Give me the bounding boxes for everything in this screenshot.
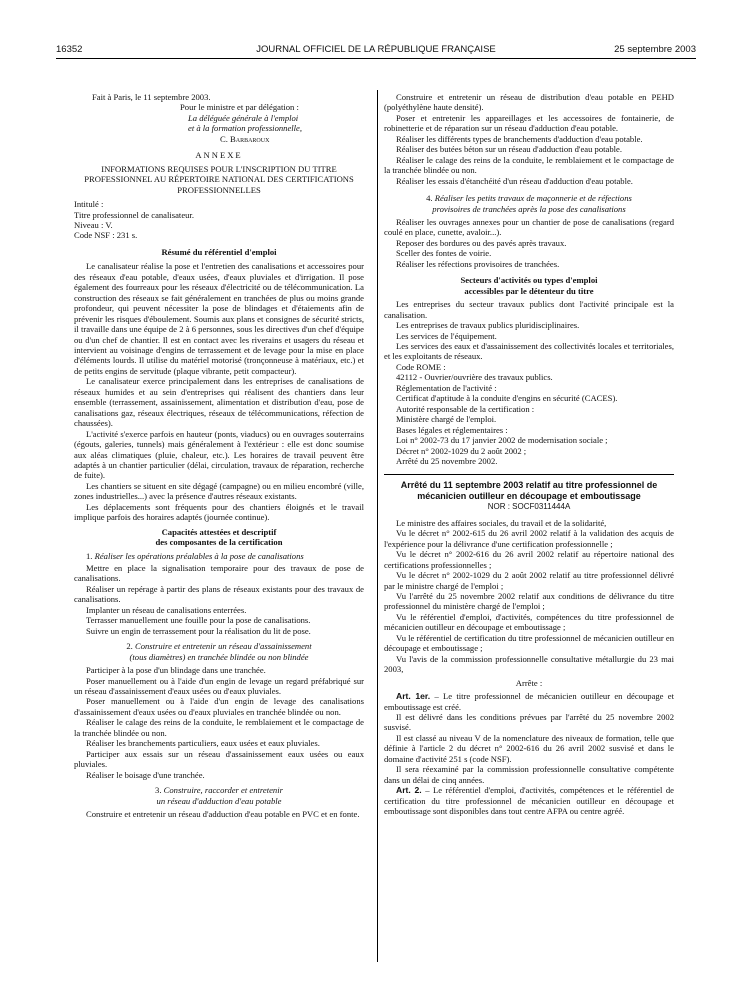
visa: Vu l'avis de la commission professionnelle consultative métallurgie du 23 mai 2003, <box>384 653 674 675</box>
issue-date: 25 septembre 2003 <box>614 44 696 55</box>
section-title: Construire, raccorder et entretenir <box>163 785 283 796</box>
section-title: Réaliser les opérations préalables à la pose de canalisations <box>94 550 304 561</box>
list-item: Les entreprises du secteur travaux publics dont l'activité principale est la canalisation. <box>384 299 674 320</box>
reglementation-label: Réglementation de l'activité : <box>396 382 497 393</box>
reglementation-value: Certificat d'aptitude à la conduite d'engins en sécurité (CACES). <box>396 393 618 404</box>
left-column <box>74 92 364 819</box>
list-item: Réaliser le calage des reins de la conduite, le remblaiement et le compactage de la tranchée blindée ou non. <box>384 154 674 176</box>
code-rome-label: Code ROME : <box>396 361 446 372</box>
page-number: 16352 <box>56 44 83 55</box>
section-number: 2. <box>126 641 133 652</box>
list-item: Poser manuellement ou à l'aide d'un engin de levage des canalisations d'assainissement d'eaux usées ou d'eaux pluviales en tranchée blindée ou non. <box>74 696 364 717</box>
list-item: Réaliser un repérage à partir des plans de réseaux existants pour des travaux de canalisations. <box>74 583 364 605</box>
list-item: Terrasser manuellement une fouille pour la pose de canalisations. <box>86 615 311 626</box>
list-item: Poser manuellement ou à l'aide d'un engin de levage un regard préfabriqué sur un réseau d'assainissement d'eaux usées ou d'eaux pluviales. <box>74 675 364 697</box>
list-item: Décret n° 2002-1029 du 2 août 2002 ; <box>396 445 527 456</box>
bases-label: Bases légales et réglementaires : <box>396 424 508 435</box>
list-item: Réaliser les réfections provisoires de tranchées. <box>396 258 560 269</box>
article-1 <box>384 691 674 712</box>
annexe-title: ANNEXE <box>195 150 243 161</box>
article-paragraph: Il est classé au niveau V de la nomenclature des niveaux de formation, telle que définie à l'article 2 du décret n° 2002-616 du 26 avril 2002 susvisé et dans le domaine d'activité 251 s (code NSF). <box>384 732 674 764</box>
autorite-label: Autorité responsable de la certification : <box>396 403 535 414</box>
nor-reference: NOR : SOCF0311444A <box>487 502 571 512</box>
list-item: Réaliser les branchements particuliers, eaux usées et eaux pluviales. <box>86 738 320 749</box>
intitule-value: Titre professionnel de canalisateur. <box>74 209 194 220</box>
list-item: Réaliser les ouvrages annexes pour un chantier de pose de canalisations (regard coulé en place, cunette, avaloir...). <box>384 216 674 238</box>
visa: Vu le référentiel d'emploi, d'activités, compétences du titre professionnel de mécanicien outilleur en découpage et emboutissage ; <box>384 611 674 633</box>
list-item: Suivre un engin de terrassement pour la réalisation du lit de pose. <box>86 625 311 636</box>
section-2-title <box>74 641 364 651</box>
resume-paragraph: L'activité s'exerce parfois en hauteur (ponts, viaducs) ou en ouvrages souterrains (égouts, galeries, tunnels) mais généralement à l'extérieur : elle est donc soumise aux aléas climatiques (pluie, chaleur, etc.). Les horaires de travail peuvent être adaptés à un chantier particulier (délai, circulation, travaux de réparation, recherche de fuite). <box>74 428 364 481</box>
visa: Vu le décret n° 2002-615 du 26 avril 2002 relatif à la validation des acquis de l'expérience pour la délivrance d'une certification professionnelle ; <box>384 528 674 549</box>
visa: Le ministre des affaires sociales, du travail et de la solidarité, <box>396 517 607 528</box>
visa: Vu le décret n° 2002-616 du 26 avril 2002 relatif au répertoire national des certifications professionnelles ; <box>384 549 674 570</box>
article-paragraph: Il est délivré dans les conditions prévues par l'arrêté du 25 novembre 2002 susvisé. <box>384 712 674 733</box>
list-item: Reposer des bordures ou des pavés après travaux. <box>396 237 567 248</box>
article-text: – Le référentiel d'emploi, d'activités, compétences et le référentiel de certification du titre professionnel de mécanicien outilleur en découpage et emboutissage sont disponibles dans tout centre AFPA ou centre agréé. <box>384 785 674 817</box>
list-item: Implanter un réseau de canalisations enterrées. <box>86 604 247 615</box>
list-item: Les services des eaux et d'assainissement des collectivités locales et territoriales, et les exploitants de réseaux. <box>384 340 674 362</box>
list-item: Mettre en place la signalisation temporaire pour des travaux de pose de canalisations. <box>74 563 364 584</box>
annexe-heading: INFORMATIONS REQUISES POUR L'INSCRIPTION DU TITRE PROFESSIONNEL AU RÉPERTOIRE NATIONAL DES CERTIFICATIONS PROFESSIONNELLES <box>84 163 354 195</box>
list-item: Réaliser des butées béton sur un réseau d'adduction d'eau potable. <box>396 144 622 155</box>
code-nsf: Code NSF : 231 s. <box>74 230 138 241</box>
right-column <box>384 92 674 817</box>
list-item: Réaliser les essais d'étanchéité d'un réseau d'adduction d'eau potable. <box>396 175 633 186</box>
niveau: Niveau : V. <box>74 219 113 230</box>
article-label: Art. 2. <box>396 785 422 796</box>
section-number: 1. <box>86 550 93 561</box>
capacites-title: Capacités attestées et descriptif <box>161 526 277 537</box>
signature-role-1: La déléguée générale à l'emploi <box>188 112 299 123</box>
signature-name: C. Barbaroux <box>220 133 270 144</box>
list-item: Réaliser le calage des reins de la conduite, le remblaiement et le compactage de la tranchée blindée ou non. <box>74 717 364 738</box>
column-divider <box>377 90 378 962</box>
resume-title: Résumé du référentiel d'emploi <box>161 246 277 257</box>
signature-place: Fait à Paris, le 11 septembre 2003. <box>92 92 211 102</box>
list-item: Réaliser le boisage d'une tranchée. <box>86 769 205 780</box>
resume-paragraph: Le canalisateur exerce principalement dans les entreprises de canalisations de réseaux humides et au sein d'entreprises qui réalisent des chantiers dans leur ensemble (terrassement, assainissement, alimentation et distribution d'eau, pose de canalisations gaz, réseaux électriques, réseaux de télécommunications, réfection de chaussées). <box>74 376 364 429</box>
section-number: 3. <box>155 785 162 796</box>
journal-title: JOURNAL OFFICIEL DE LA RÉPUBLIQUE FRANÇAISE <box>256 44 496 55</box>
list-item: Participer à la pose d'un blindage dans une tranchée. <box>86 665 266 676</box>
section-1-title <box>86 551 364 561</box>
signature-delegation: Pour le ministre et par délégation : <box>180 102 299 113</box>
article-paragraph: Il sera réexaminé par la commission professionnelle consultative compétente dans un délai de cinq années. <box>384 764 674 785</box>
resume-paragraph: Le canalisateur réalise la pose et l'entretien des canalisations et accessoires pour des réseaux d'eau potable, d'eaux usées, d'eaux pluviales et d'irrigation. Il pose également des fourreaux pour les réseaux d'électricité ou de télécommunication. La construction des réseaux se fait généralement en tranchées de plus ou moins grande profondeur, qui peuvent nécessiter la pose de blindages et d'étaiements afin de prévenir les risques d'éboulement. Soumis aux plans et consignes de sécurité stricts, il travaille dans une équipe de 2 à 6 personnes, sous les directives d'un chef d'équipe ou d'un chef de chantier. Il est en contact avec les riverains et usagers du réseau et intervient au voisinage d'engins de terrassement et de levage pour la mise en place d'éléments lourds. Il utilise du matériel motorisé (tronçonneuse à matériaux, etc.) et de petits engins de servitude (plaque vibrante, petit compacteur). <box>74 261 364 376</box>
intitule-label: Intitulé : <box>74 199 104 210</box>
list-item: Les entreprises de travaux publics pluridisciplinaires. <box>396 320 580 331</box>
section-3-title <box>74 785 364 795</box>
section-4-title <box>384 193 674 203</box>
section-title: Réaliser les petits travaux de maçonnerie et de réfections <box>434 193 632 204</box>
list-item: Les services de l'équipement. <box>396 330 497 341</box>
section-number: 4. <box>426 193 433 204</box>
section-title: Construire et entretenir un réseau d'assainissement <box>134 641 312 652</box>
section-title: provisoires de tranchées après la pose des canalisations <box>432 203 626 214</box>
article-2 <box>384 785 674 816</box>
list-item: Loi n° 2002-73 du 17 janvier 2002 de modernisation sociale ; <box>396 435 608 446</box>
arrete-label: Arrête : <box>515 677 543 688</box>
resume-paragraph: Les déplacements sont fréquents pour des chantiers éloignés et le travail implique parfois des horaires adaptés (journée continue). <box>74 501 364 523</box>
list-item: Participer aux essais sur un réseau d'assainissement eaux usées ou eaux pluviales. <box>74 748 364 770</box>
list-item: Poser et entretenir les appareillages et les accessoires de fontainerie, de robinetterie et de réparation sur un réseau d'adduction d'eau potable. <box>384 112 674 134</box>
article-text: – Le titre professionnel de mécanicien outilleur en découpage et emboutissage est créé. <box>384 691 674 712</box>
section-title: un réseau d'adduction d'eau potable <box>156 795 282 806</box>
page-header <box>56 42 696 59</box>
secteurs-title: Secteurs d'activités ou types d'emploi <box>460 275 598 286</box>
list-item: Arrêté du 25 novembre 2002. <box>396 455 498 466</box>
list-item: Construire et entretenir un réseau d'adduction d'eau potable en PVC et en fonte. <box>86 809 360 819</box>
section-title: (tous diamètres) en tranchée blindée ou non blindée <box>129 651 309 662</box>
arrete-title: Arrêté du 11 septembre 2003 relatif au titre professionnel de mécanicien outilleur en découpage et emboutissage <box>384 474 674 501</box>
visa: Vu le décret n° 2002-1029 du 2 août 2002 relatif au titre professionnel délivré par le ministre chargé de l'emploi ; <box>384 570 674 591</box>
list-item: Construire et entretenir un réseau de distribution d'eau potable en PEHD (polyéthylène haute densité). <box>384 92 674 113</box>
code-rome-value: 42112 - Ouvrier/ouvrière des travaux publics. <box>396 372 553 383</box>
capacites-title: des composantes de la certification <box>155 537 283 548</box>
signature-role-2: et à la formation professionnelle, <box>188 123 303 134</box>
resume-paragraph: Les chantiers se situent en site dégagé (campagne) ou en milieu encombré (ville, zones industrielles...) avec la présence d'autres réseaux existants. <box>74 480 364 502</box>
autorite-value: Ministère chargé de l'emploi. <box>396 414 497 425</box>
secteurs-title: accessibles par le détenteur du titre <box>464 285 594 296</box>
list-item: Sceller des fontes de voirie. <box>396 248 492 259</box>
visa: Vu l'arrêté du 25 novembre 2002 relatif aux conditions de délivrance du titre professionnel du ministère chargé de l'emploi ; <box>384 591 674 612</box>
visa: Vu le référentiel de certification du titre professionnel de mécanicien outilleur en découpage et emboutissage ; <box>384 632 674 654</box>
list-item: Réaliser les différents types de branchements d'adduction d'eau potable. <box>396 133 643 144</box>
article-label: Art. 1er. <box>396 691 431 702</box>
